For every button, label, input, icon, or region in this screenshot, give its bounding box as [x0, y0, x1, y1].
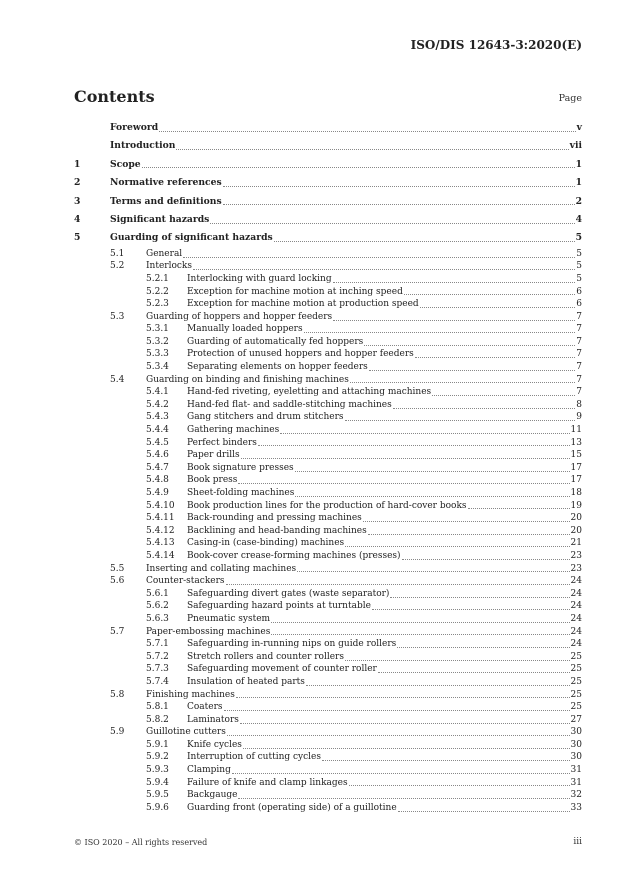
- toc-entry[interactable]: [74, 323, 582, 336]
- toc-entry-number: 5.4: [110, 374, 125, 385]
- toc-dot-leader: [397, 647, 569, 648]
- toc-entry-title: Inserting and collating machines: [146, 563, 297, 574]
- toc-entry-page: 20: [570, 525, 582, 536]
- toc-entry-page: 27: [570, 714, 582, 725]
- toc-entry-page: 25: [570, 702, 582, 713]
- toc-entry-number: 5.8.1: [146, 702, 169, 713]
- toc-dot-leader: [402, 559, 570, 560]
- toc-entry-page: vii: [569, 140, 582, 152]
- toc-entry[interactable]: [74, 651, 582, 664]
- toc-entry-title: Casing-in (case-binding) machines: [187, 538, 345, 549]
- toc-entry-number: 5.6.3: [146, 613, 169, 624]
- toc-entry[interactable]: [74, 726, 582, 739]
- toc-dot-leader: [271, 634, 569, 635]
- toc-entry-title: Counter-stackers: [146, 576, 225, 587]
- toc-dot-leader: [258, 445, 570, 446]
- toc-entry-title: Pneumatic system: [187, 613, 271, 624]
- toc-entry-page: 21: [570, 538, 582, 549]
- toc-dot-leader: [236, 697, 570, 698]
- toc-entry-title: Book-cover crease-forming machines (presses): [187, 550, 401, 561]
- toc-entry[interactable]: [74, 701, 582, 714]
- toc-entry[interactable]: [74, 500, 582, 513]
- toc-dot-leader: [369, 370, 575, 371]
- toc-entry-number: 5.4.1: [146, 387, 169, 398]
- toc-entry[interactable]: [74, 248, 582, 261]
- toc-entry[interactable]: [74, 550, 582, 563]
- toc-entry[interactable]: [74, 689, 582, 702]
- toc-entry-number: 5.7.2: [146, 651, 169, 662]
- toc-entry-page: 5: [576, 261, 582, 272]
- toc-entry[interactable]: [74, 273, 582, 286]
- toc-entry-number: 5.9.6: [146, 802, 169, 813]
- toc-entry[interactable]: [74, 449, 582, 462]
- toc-entry-page: 7: [576, 349, 582, 360]
- toc-entry[interactable]: [74, 777, 582, 790]
- toc-entry-title: Back-rounding and pressing machines: [187, 513, 362, 524]
- toc-entry-page: 13: [570, 437, 582, 448]
- toc-dot-leader: [350, 382, 575, 383]
- toc-entry-title: Book production lines for the production of hard-cover books: [187, 500, 467, 511]
- toc-dot-leader: [345, 660, 570, 661]
- toc-entry[interactable]: [74, 374, 582, 387]
- toc-entry-number: 5.9.4: [146, 777, 169, 788]
- toc-entry-page: 17: [570, 475, 582, 486]
- toc-entry-page: 7: [576, 387, 582, 398]
- toc-entry-number: 3: [74, 195, 81, 207]
- page-title: Contents: [74, 87, 155, 106]
- toc-entry[interactable]: [74, 525, 582, 538]
- toc-entry-number: 5.6: [110, 576, 125, 587]
- toc-dot-leader: [333, 282, 576, 283]
- toc-dot-leader: [432, 395, 575, 396]
- toc-entry[interactable]: [74, 575, 582, 588]
- toc-dot-leader: [159, 131, 576, 132]
- toc-dot-leader: [304, 332, 576, 333]
- toc-entry-page: 1: [575, 158, 582, 170]
- toc-entry-number: 5.3.3: [146, 349, 169, 360]
- toc-entry[interactable]: [74, 789, 582, 802]
- toc-dot-leader: [193, 269, 575, 270]
- toc-entry[interactable]: [74, 802, 582, 815]
- toc-entry-title: Guarding of significant hazards: [110, 232, 273, 244]
- toc-entry-title: Safeguarding divert gates (waste separator): [187, 588, 390, 599]
- toc-dot-leader: [227, 735, 570, 736]
- toc-dot-leader: [333, 320, 575, 321]
- toc-entry-number: 5.2.2: [146, 286, 169, 297]
- toc-entry[interactable]: [74, 474, 582, 487]
- toc-entry-page: 30: [570, 739, 582, 750]
- toc-entry-page: 9: [576, 412, 582, 423]
- toc-entry-number: 1: [74, 158, 81, 170]
- toc-entry-number: 5: [74, 232, 81, 244]
- toc-entry-number: 5.3: [110, 311, 125, 322]
- toc-entry-page: 20: [570, 513, 582, 524]
- toc-dot-leader: [398, 811, 570, 812]
- toc-entry-number: 5.9: [110, 727, 125, 738]
- toc-entry-number: 5.8: [110, 689, 125, 700]
- toc-dot-leader: [142, 167, 575, 168]
- toc-entry-title: Safeguarding hazard points at turntable: [187, 601, 371, 612]
- toc-entry-page: 31: [570, 777, 582, 788]
- toc-dot-leader: [232, 773, 570, 774]
- toc-dot-leader: [176, 149, 568, 150]
- toc-entry-page: v: [576, 122, 582, 133]
- toc-entry[interactable]: [74, 462, 582, 475]
- toc-entry-title: Sheet-folding machines: [187, 488, 295, 499]
- toc-entry-page: 7: [576, 362, 582, 373]
- toc-entry[interactable]: [74, 638, 582, 651]
- toc-entry-title: Guarding on binding and finishing machines: [146, 374, 349, 385]
- toc-entry[interactable]: [74, 663, 582, 676]
- toc-entry-page: 24: [570, 588, 582, 599]
- toc-entry[interactable]: [74, 739, 582, 752]
- toc-dot-leader: [378, 672, 570, 673]
- toc-entry-number: 5.7.3: [146, 664, 169, 675]
- toc-entry-page: 6: [576, 286, 582, 297]
- toc-entry-number: 5.3.1: [146, 324, 169, 335]
- toc-entry[interactable]: [74, 361, 582, 374]
- toc-entry-title: Finishing machines: [146, 689, 235, 700]
- toc-entry-number: 5.1: [110, 248, 125, 259]
- toc-entry-page: 5: [576, 248, 582, 259]
- toc-entry-page: 18: [570, 488, 582, 499]
- toc-dot-leader: [210, 223, 574, 224]
- toc-entry-title: Interlocking with guard locking: [187, 273, 332, 284]
- toc-entry-title: Foreword: [110, 122, 159, 133]
- toc-entry-number: 4: [74, 213, 81, 225]
- toc-entry-page: 25: [570, 689, 582, 700]
- toc-entry-title: Knife cycles: [187, 739, 242, 750]
- toc-dot-leader: [368, 534, 570, 535]
- toc-entry-title: Stretch rollers and counter rollers: [187, 651, 344, 662]
- toc-entry-number: 5.2.3: [146, 299, 169, 310]
- toc-entry-number: 5.4.14: [146, 550, 175, 561]
- toc-entry-page: 24: [570, 576, 582, 587]
- toc-entry-page: 7: [576, 374, 582, 385]
- toc-entry-number: 5.9.2: [146, 752, 169, 763]
- toc-entry-title: Guarding front (operating side) of a guillotine: [187, 802, 397, 813]
- toc-entry[interactable]: [74, 512, 582, 525]
- toc-entry[interactable]: [74, 311, 582, 324]
- toc-dot-leader: [226, 584, 570, 585]
- toc-entry-page: 30: [570, 752, 582, 763]
- toc-entry-page: 7: [576, 311, 582, 322]
- toc-entry-title: Protection of unused hoppers and hopper feeders: [187, 349, 414, 360]
- toc-dot-leader: [363, 521, 570, 522]
- toc-entry-number: 5.8.2: [146, 714, 169, 725]
- toc-entry[interactable]: [74, 336, 582, 349]
- toc-dot-leader: [468, 508, 570, 509]
- toc-entry-title: Manually loaded hoppers: [187, 324, 303, 335]
- toc-entry-number: 5.6.2: [146, 601, 169, 612]
- toc-entry-number: 5.3.2: [146, 336, 169, 347]
- toc-entry[interactable]: [74, 751, 582, 764]
- toc-entry-number: 2: [74, 177, 81, 189]
- toc-entry-page: 24: [570, 626, 582, 637]
- toc-entry-title: Guillotine cutters: [146, 727, 226, 738]
- toc-entry[interactable]: [74, 286, 582, 299]
- toc-entry-number: 5.2.1: [146, 273, 169, 284]
- toc-entry-title: Normative references: [110, 177, 222, 189]
- toc-entry-page: 23: [570, 550, 582, 561]
- toc-entry-title: Significant hazards: [110, 213, 210, 225]
- toc-entry[interactable]: [74, 437, 582, 450]
- toc-entry-number: 5.7.1: [146, 639, 169, 650]
- toc-entry-number: 5.9.1: [146, 739, 169, 750]
- toc-entry-title: Perfect binders: [187, 437, 257, 448]
- toc-entry[interactable]: [74, 714, 582, 727]
- toc-entry-page: 7: [576, 336, 582, 347]
- toc-dot-leader: [241, 458, 570, 459]
- toc-entry-page: 19: [570, 500, 582, 511]
- toc-entry-title: General: [146, 248, 183, 259]
- toc-entry-title: Safeguarding in-running nips on guide rollers: [187, 639, 397, 650]
- toc-dot-leader: [345, 420, 576, 421]
- toc-entry[interactable]: [74, 174, 582, 192]
- toc-entry-page: 11: [570, 425, 582, 436]
- toc-entry-title: Scope: [110, 158, 141, 170]
- toc-entry-page: 24: [570, 601, 582, 612]
- toc-entry[interactable]: [74, 411, 582, 424]
- toc-entry-page: 6: [576, 299, 582, 310]
- toc-entry-title: Backlining and head-banding machines: [187, 525, 367, 536]
- toc-entry-number: 5.3.4: [146, 362, 169, 373]
- toc-entry-title: Paper drills: [187, 450, 240, 461]
- toc-entry-number: 5.4.6: [146, 450, 169, 461]
- toc-entry[interactable]: [74, 676, 582, 689]
- toc-entry-page: 24: [570, 613, 582, 624]
- toc-dot-leader: [404, 294, 575, 295]
- toc-dot-leader: [372, 609, 570, 610]
- toc-dot-leader: [243, 748, 570, 749]
- toc-dot-leader: [274, 241, 575, 242]
- toc-dot-leader: [322, 760, 570, 761]
- toc-entry-page: 24: [570, 639, 582, 650]
- toc-entry-page: 5: [576, 273, 582, 284]
- toc-entry-title: Interlocks: [146, 261, 193, 272]
- toc-entry-title: Introduction: [110, 140, 176, 152]
- toc-entry-number: 5.5: [110, 563, 125, 574]
- toc-dot-leader: [183, 257, 575, 258]
- toc-entry-title: Book press: [187, 475, 238, 486]
- toc-dot-leader: [271, 622, 569, 623]
- toc-entry-number: 5.4.3: [146, 412, 169, 423]
- toc-entry-number: 5.4.12: [146, 525, 175, 536]
- toc-entry[interactable]: [74, 193, 582, 211]
- toc-entry-title: Guarding of automatically fed hoppers: [187, 336, 364, 347]
- toc-entry-title: Hand-fed riveting, eyeletting and attaching machines: [187, 387, 432, 398]
- toc-dot-leader: [238, 483, 569, 484]
- toc-dot-leader: [364, 345, 575, 346]
- toc-entry-number: 5.9.5: [146, 790, 169, 801]
- toc-entry[interactable]: [74, 424, 582, 437]
- document-reference: ISO/DIS 12643-3:2020(E): [410, 38, 582, 52]
- toc-entry-title: Gathering machines: [187, 425, 280, 436]
- toc-entry-title: Exception for machine motion at production speed: [187, 299, 419, 310]
- toc-entry-title: Exception for machine motion at inching speed: [187, 286, 403, 297]
- page-number: iii: [573, 837, 582, 847]
- toc-entry[interactable]: [74, 764, 582, 777]
- toc-dot-leader: [223, 204, 575, 205]
- toc-entry-page: 8: [576, 399, 582, 410]
- toc-entry-title: Laminators: [187, 714, 239, 725]
- toc-entry-number: 5.9.3: [146, 765, 169, 776]
- toc-entry[interactable]: [74, 119, 582, 137]
- toc-dot-leader: [224, 710, 570, 711]
- toc-entry-page: 1: [575, 177, 582, 189]
- toc-dot-leader: [415, 357, 576, 358]
- toc-entry[interactable]: [74, 386, 582, 399]
- toc-entry[interactable]: [74, 600, 582, 613]
- toc-dot-leader: [306, 685, 570, 686]
- toc-dot-leader: [240, 723, 570, 724]
- toc-entry-page: 7: [576, 324, 582, 335]
- toc-entry-page: 30: [570, 727, 582, 738]
- toc-entry-page: 4: [575, 213, 582, 225]
- toc-entry-page: 2: [575, 195, 582, 207]
- toc-entry-title: Gang stitchers and drum stitchers: [187, 412, 344, 423]
- toc-entry-number: 5.4.4: [146, 425, 169, 436]
- toc-entry-number: 5.4.5: [146, 437, 169, 448]
- toc-entry[interactable]: [74, 487, 582, 500]
- toc-entry-number: 5.4.13: [146, 538, 175, 549]
- toc-entry-title: Guarding of hoppers and hopper feeders: [146, 311, 333, 322]
- toc-entry-title: Hand-fed flat- and saddle-stitching machines: [187, 399, 392, 410]
- toc-entry-title: Failure of knife and clamp linkages: [187, 777, 348, 788]
- toc-entry-number: 5.4.8: [146, 475, 169, 486]
- toc-entry-page: 25: [570, 664, 582, 675]
- toc-entry-title: Insulation of heated parts: [187, 676, 305, 687]
- toc-entry-page: 33: [570, 802, 582, 813]
- page-column-label: Page: [558, 93, 582, 104]
- toc-entry-title: Clamping: [187, 765, 231, 776]
- toc-entry[interactable]: [74, 229, 582, 247]
- toc-entry-page: 15: [570, 450, 582, 461]
- toc-dot-leader: [295, 471, 570, 472]
- toc-entry[interactable]: [74, 260, 582, 273]
- toc-entry-number: 5.7: [110, 626, 125, 637]
- toc-entry-number: 5.4.10: [146, 500, 175, 511]
- toc-entry-page: 17: [570, 462, 582, 473]
- toc-entry-title: Backgauge: [187, 790, 238, 801]
- toc-entry[interactable]: [74, 537, 582, 550]
- toc-entry[interactable]: [74, 563, 582, 576]
- toc-entry-number: 5.4.2: [146, 399, 169, 410]
- toc-entry-number: 5.7.4: [146, 676, 169, 687]
- toc-dot-leader: [349, 785, 570, 786]
- toc-entry[interactable]: [74, 348, 582, 361]
- toc-entry-page: 25: [570, 676, 582, 687]
- toc-entry[interactable]: [74, 156, 582, 174]
- toc-entry-number: 5.2: [110, 261, 125, 272]
- toc-entry[interactable]: [74, 626, 582, 639]
- toc-entry-title: Separating elements on hopper feeders: [187, 362, 368, 373]
- toc-dot-leader: [223, 186, 575, 187]
- toc-dot-leader: [297, 571, 569, 572]
- toc-entry-title: Paper-embossing machines: [146, 626, 271, 637]
- toc-entry[interactable]: [74, 137, 582, 155]
- toc-entry[interactable]: [74, 298, 582, 311]
- toc-entry-title: Interruption of cutting cycles: [187, 752, 321, 763]
- toc-entry-page: 5: [575, 232, 582, 244]
- toc-entry[interactable]: [74, 588, 582, 601]
- toc-entry-title: Coaters: [187, 702, 223, 713]
- toc-dot-leader: [345, 546, 569, 547]
- toc-entry[interactable]: [74, 211, 582, 229]
- table-of-contents: [74, 119, 582, 814]
- toc-entry-number: 5.6.1: [146, 588, 169, 599]
- toc-dot-leader: [238, 798, 569, 799]
- toc-entry-page: 25: [570, 651, 582, 662]
- toc-entry-title: Book signature presses: [187, 462, 294, 473]
- toc-entry-number: 5.4.9: [146, 488, 169, 499]
- toc-dot-leader: [420, 307, 576, 308]
- toc-entry-page: 32: [570, 790, 582, 801]
- toc-entry-number: 5.4.7: [146, 462, 169, 473]
- toc-dot-leader: [390, 597, 569, 598]
- toc-entry-title: Terms and definitions: [110, 195, 222, 207]
- toc-dot-leader: [295, 496, 569, 497]
- toc-entry-page: 23: [570, 563, 582, 574]
- toc-entry[interactable]: [74, 399, 582, 412]
- toc-dot-leader: [280, 433, 569, 434]
- copyright-notice: © ISO 2020 – All rights reserved: [74, 838, 208, 847]
- toc-entry-number: 5.4.11: [146, 513, 175, 524]
- toc-dot-leader: [393, 408, 576, 409]
- toc-entry[interactable]: [74, 613, 582, 626]
- toc-entry-title: Safeguarding movement of counter roller: [187, 664, 377, 675]
- toc-entry-page: 31: [570, 765, 582, 776]
